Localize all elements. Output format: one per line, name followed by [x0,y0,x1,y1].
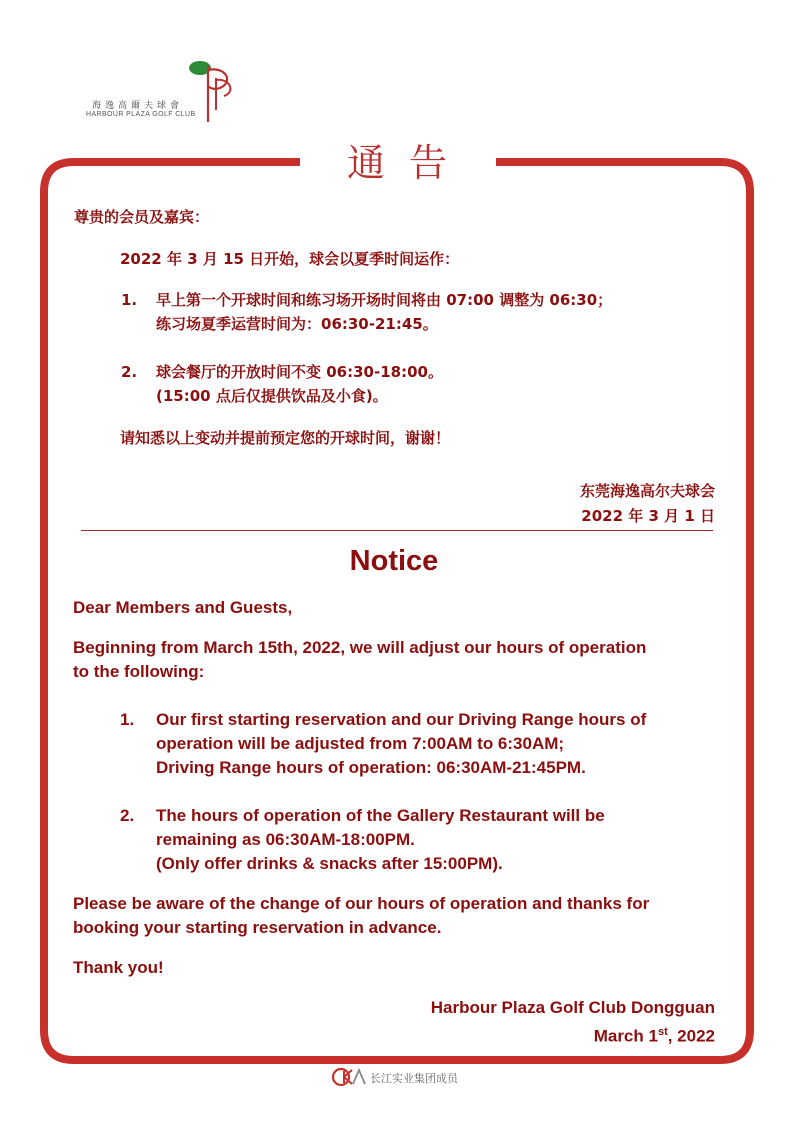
notice-title-cn: 通告 [346,141,471,185]
closing-line2-en: booking your starting reservation in advance. [73,918,442,937]
date-en-year: , 2022 [667,1026,715,1046]
thanks-en: Thank you! [73,958,164,977]
section-divider [81,530,713,531]
item1-number-cn: 1. [121,291,138,309]
item2-line2-en: remaining as 06:30AM-18:00PM. [156,830,415,849]
notice-title-en: Notice [349,545,439,577]
item1-number-en: 1. [120,710,135,729]
item2-line1-cn: 球会餐厅的开放时间不变 06:30-18:00。 [156,363,443,381]
item1-line3-en: Driving Range hours of operation: 06:30AM-21:45PM. [156,758,586,777]
logo-name-cn: 海逸高爾夫球會 [92,101,184,111]
greeting-cn: 尊贵的会员及嘉宾： [74,208,210,226]
greeting-en: Dear Members and Guests, [73,598,293,617]
intro-line2-en: to the following: [73,662,205,681]
footer-text: 长江实业集团成员 [370,1072,458,1085]
item2-line3-en: (Only offer drinks & snacks after 15:00PM). [156,854,503,873]
ck-group-logo-icon [330,1066,366,1088]
date-en [380,1020,715,1049]
date-en-ordinal: st [657,1026,668,1038]
item1-line1-en: Our first starting reservation and our Driving Range hours of [156,710,647,729]
signature-en: Harbour Plaza Golf Club Dongguan [430,998,715,1017]
intro-cn: 2022 年 3 月 15 日开始，球会以夏季时间运作： [120,250,460,268]
item2-number-cn: 2. [121,363,138,381]
signature-cn: 东莞海逸高尔夫球会 [579,482,715,500]
item2-line1-en: The hours of operation of the Gallery Restaurant will be [156,806,605,825]
logo-name-en: HARBOUR PLAZA GOLF CLUB [86,111,196,118]
item2-number-en: 2. [120,806,135,825]
closing-line1-en: Please be aware of the change of our hours of operation and thanks for [73,894,650,913]
item1-line1-cn: 早上第一个开球时间和练习场开场时间将由 07:00 调整为 06:30； [156,291,613,309]
intro-line1-en: Beginning from March 15th, 2022, we will adjust our hours of operation [73,638,647,657]
item2-line2-cn: (15:00 点后仅提供饮品及小食)。 [156,387,388,405]
date-cn: 2022 年 3 月 1 日 [581,507,715,525]
footer-brand [330,1066,490,1088]
item1-line2-en: operation will be adjusted from 7:00AM to 6:30AM; [156,734,565,753]
closing-cn: 请知悉以上变动并提前预定您的开球时间，谢谢！ [120,429,451,447]
date-en-main: March 1 [593,1026,658,1046]
item1-line2-cn: 练习场夏季运营时间为：06:30-21:45。 [156,315,438,333]
